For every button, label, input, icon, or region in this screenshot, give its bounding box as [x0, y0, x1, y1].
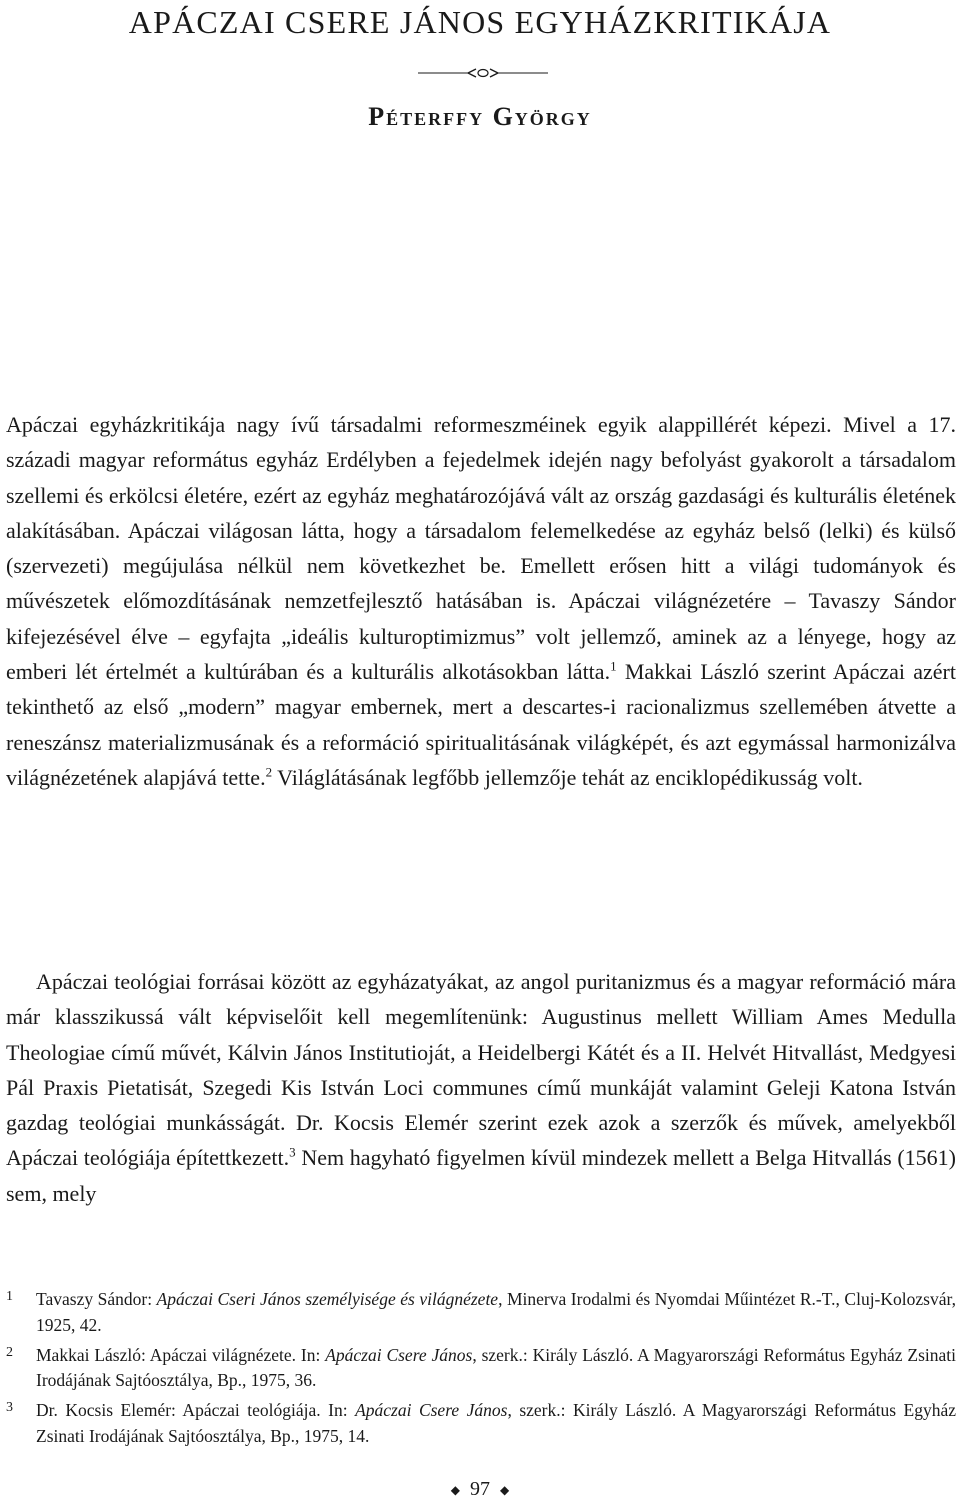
page-title: APÁCZAI CSERE JÁNOS EGYHÁZKRITIKÁJA [128, 4, 832, 40]
flourish-divider-icon [418, 62, 548, 84]
diamond-bullet-icon: ◆ [450, 1482, 460, 1497]
footnote-number: 3 [6, 1400, 13, 1416]
page-number-footer [0, 1478, 960, 1501]
footnote: 3 Dr. Kocsis Elemér: Apáczai teológiája. In: Apáczai Csere János, szerk.: Király László. A Magyarországi Református Egyház Zsinati Irodájának Sajtóosztálya, Bp., 1975, 14. [6, 1398, 956, 1450]
footnote-ref[interactable]: 2 [265, 764, 273, 780]
footnote-number: 2 [6, 1344, 13, 1360]
body-paragraph: Apáczai egyházkritikája nagy ívű társadalmi reformeszméinek egyik alappillérét képezi. Mivel a 17. századi magyar református egyház Erdélyben a fejedelmek idején nagy befolyást gyakorolt a társadalom szellemi és erkölcsi életére, ezért az egyház meghatározójává vált az ország gazdasági és kulturális életének alakításában. Apáczai világosan látta, hogy a társadalom felemelkedése az egyház belső (lelki) és külső (szervezeti) megújulása nélkül nem következhet be. Emellett erősen hitt a világi tudományok és művészetek előmozdításának nemzetfejlesztő hatásában is. Apáczai világnézetére – Tavaszy Sándor kifejezésével élve – egyfajta „ideális kulturoptimizmus” volt jellemző, aminek az a lényege, hogy az emberi lét értelmét a kultúrában és a kulturális alkotásokban látta.$^1$ Makkai László szerint Apáczai azért tekinthető az első „modern” magyar embernek, mert a descartes-i racionalizmus szellemében átvette a reneszánsz materializmusának és a reformáció spiritualitásának világképét, és azt egymással harmonizálva világnézetének alapjává tette.$^2$ Világlátásának legfőbb jellemzője tehát az enciklopédikusság volt. [6, 412, 956, 790]
footnote-number: 1 [6, 1289, 13, 1304]
footnote-ref[interactable]: 1 [610, 658, 617, 674]
author-name: Péterffy György [368, 102, 592, 131]
footnote-ref[interactable]: 3 [289, 1145, 296, 1161]
footnotes [6, 1287, 956, 1454]
footnote: 1 Tavaszy Sándor: Apáczai Cseri János személyisége és világnézete, Minerva Irodalmi és Nyomdai Műintézet R.-T., Cluj-Kolozsvár, 1925, 42. [6, 1287, 956, 1339]
footnote: 2 Makkai László: Apáczai világnézete. In: Apáczai Csere János, szerk.: Király László. A Magyarországi Református Egyház Zsinati Irodájának Sajtóosztálya, Bp., 1975, 36. [6, 1343, 956, 1395]
body-paragraph: Apáczai teológiai forrásai között az egyházatyákat, az angol puritanizmus és a magyar reformáció mára már klasszikussá vált képviselőit kell megemlítenünk: Augustinus mellett William Ames Medulla Theologiae című művét, Kálvin János Institutioját, a Heidelbergi Kátét és a II. Helvét Hitvallást, Medgyesi Pál Praxis Pietatisát, Szegedi Kis István Loci communes című munkáját valamint Geleji Katona István gazdag teológiai munkásságát. Dr. Kocsis Elemér szerint ezek azok a szerzők és művek, amelyekből Apáczai teológiája építettkezett.$^3$ Nem hagyható figyelmen kívül mindezek mellett a Belga Hitvallás (1561) sem, mely [6, 969, 956, 1206]
page-number: 97 [470, 1478, 490, 1500]
diamond-bullet-icon: ◆ [500, 1482, 510, 1497]
